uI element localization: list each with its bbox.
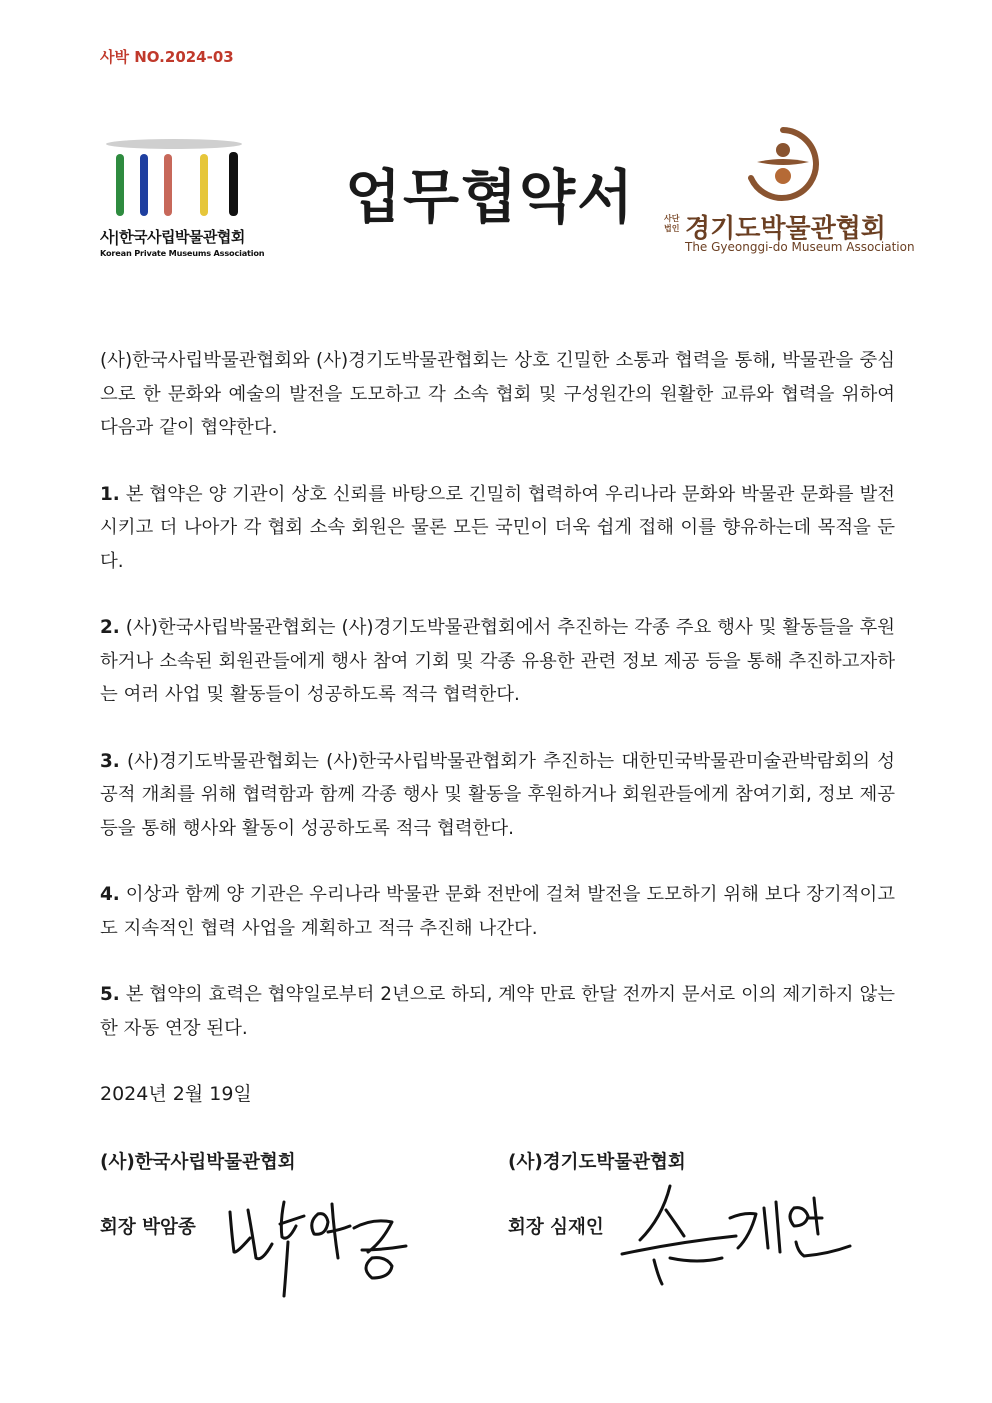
clause-text: 이상과 함께 양 기관은 우리나라 박물관 문화 전반에 걸쳐 발전을 도모하기 위해 보다 장기적이고도 지속적인 협력 사업을 계획하고 적극 추진해 나간다. — [100, 884, 895, 939]
left-logo-korean-name: 사|한국사립박물관협회 — [100, 228, 245, 246]
clause-number: 1. — [100, 483, 120, 505]
clause-1 — [100, 478, 895, 579]
signatory-president-2: 회장 심재인 — [508, 1217, 604, 1238]
clause-text: (사)한국사립박물관협회는 (사)경기도박물관협회에서 추진하는 각종 주요 행사 및 활동들을 후원하거나 소속된 회원관들에게 행사 참여 기회 및 각종 유용한 관련 정보 제공 등을 통해 추진하고자하는 여러 사업 및 활동들이 성공하도록 적극 협력한다. — [100, 617, 895, 705]
clause-number: 2. — [100, 617, 120, 638]
signature-2-image — [618, 1178, 854, 1286]
paragraph-text: (사)한국사립박물관협회와 (사)경기도박물관협회는 상호 긴밀한 소통과 협력을 통해, 박물관을 중심으로 한 문화와 예술의 발전을 도모하고 각 소속 협회 및 구성원간의 원활한 교류와 협력을 위하여 다음과 같이 협약한다. — [100, 350, 895, 438]
clause-text: 본 협약의 효력은 협약일로부터 2년으로 하되, 계약 만료 한달 전까지 문서로 이의 제기하지 않는 한 자동 연장 된다. — [100, 984, 895, 1039]
agreement-body — [100, 344, 895, 1078]
signatory-president-1: 회장 박암종 — [100, 1217, 196, 1238]
right-logo-english-name: The Gyeonggi-do Museum Association — [685, 240, 915, 254]
agreement-date: 2024년 2월 19일 — [100, 1083, 252, 1105]
document-number: 사박 NO.2024-03 — [100, 48, 234, 66]
clause-text: (사)경기도박물관협회는 (사)한국사립박물관협회가 추진하는 대한민국박물관미술관박람회의 성공적 개최를 위해 협력함과 함께 각종 행사 및 활동을 후원하거나 회원관들에게 참여기회, 정보 제공 등을 통해 행사와 활동이 성공하도록 적극 협력한다. — [100, 750, 895, 839]
clause-text: 본 협약은 양 기관이 상호 신뢰를 바탕으로 긴밀히 협력하여 우리나라 문화와 박물관 문화를 발전시키고 더 나아가 각 협회 소속 회원은 물론 모든 국민이 더욱 쉽게 접해 이를 향유하는데 목적을 둔다. — [100, 483, 895, 572]
clause-number: 5. — [100, 984, 120, 1005]
clause-5 — [100, 978, 895, 1045]
prefix-line-2: 법인 — [664, 224, 680, 233]
korean-private-museums-association-logo — [98, 134, 268, 264]
stripes-emblem-icon — [98, 134, 248, 224]
signatory-org-2: (사)경기도박물관협회 — [508, 1152, 686, 1173]
clause-number: 3. — [100, 750, 120, 772]
document-title: 업무협약서 — [345, 163, 636, 231]
prefix-line-1: 사단 — [664, 214, 680, 223]
right-logo-korean-name: 경기도박물관협회 — [685, 214, 886, 244]
signature-1-image — [222, 1192, 412, 1302]
circle-emblem-icon — [743, 126, 823, 202]
clause-3 — [100, 745, 895, 846]
gyeonggi-museum-association-logo — [660, 126, 915, 261]
left-logo-english-name: Korean Private Museums Association — [100, 248, 265, 258]
right-logo-prefix — [664, 214, 684, 234]
signatory-org-1: (사)한국사립박물관협회 — [100, 1152, 296, 1173]
clause-number: 4. — [100, 884, 120, 905]
clause-4 — [100, 878, 895, 945]
clause-2 — [100, 611, 895, 712]
intro-paragraph — [100, 344, 895, 445]
